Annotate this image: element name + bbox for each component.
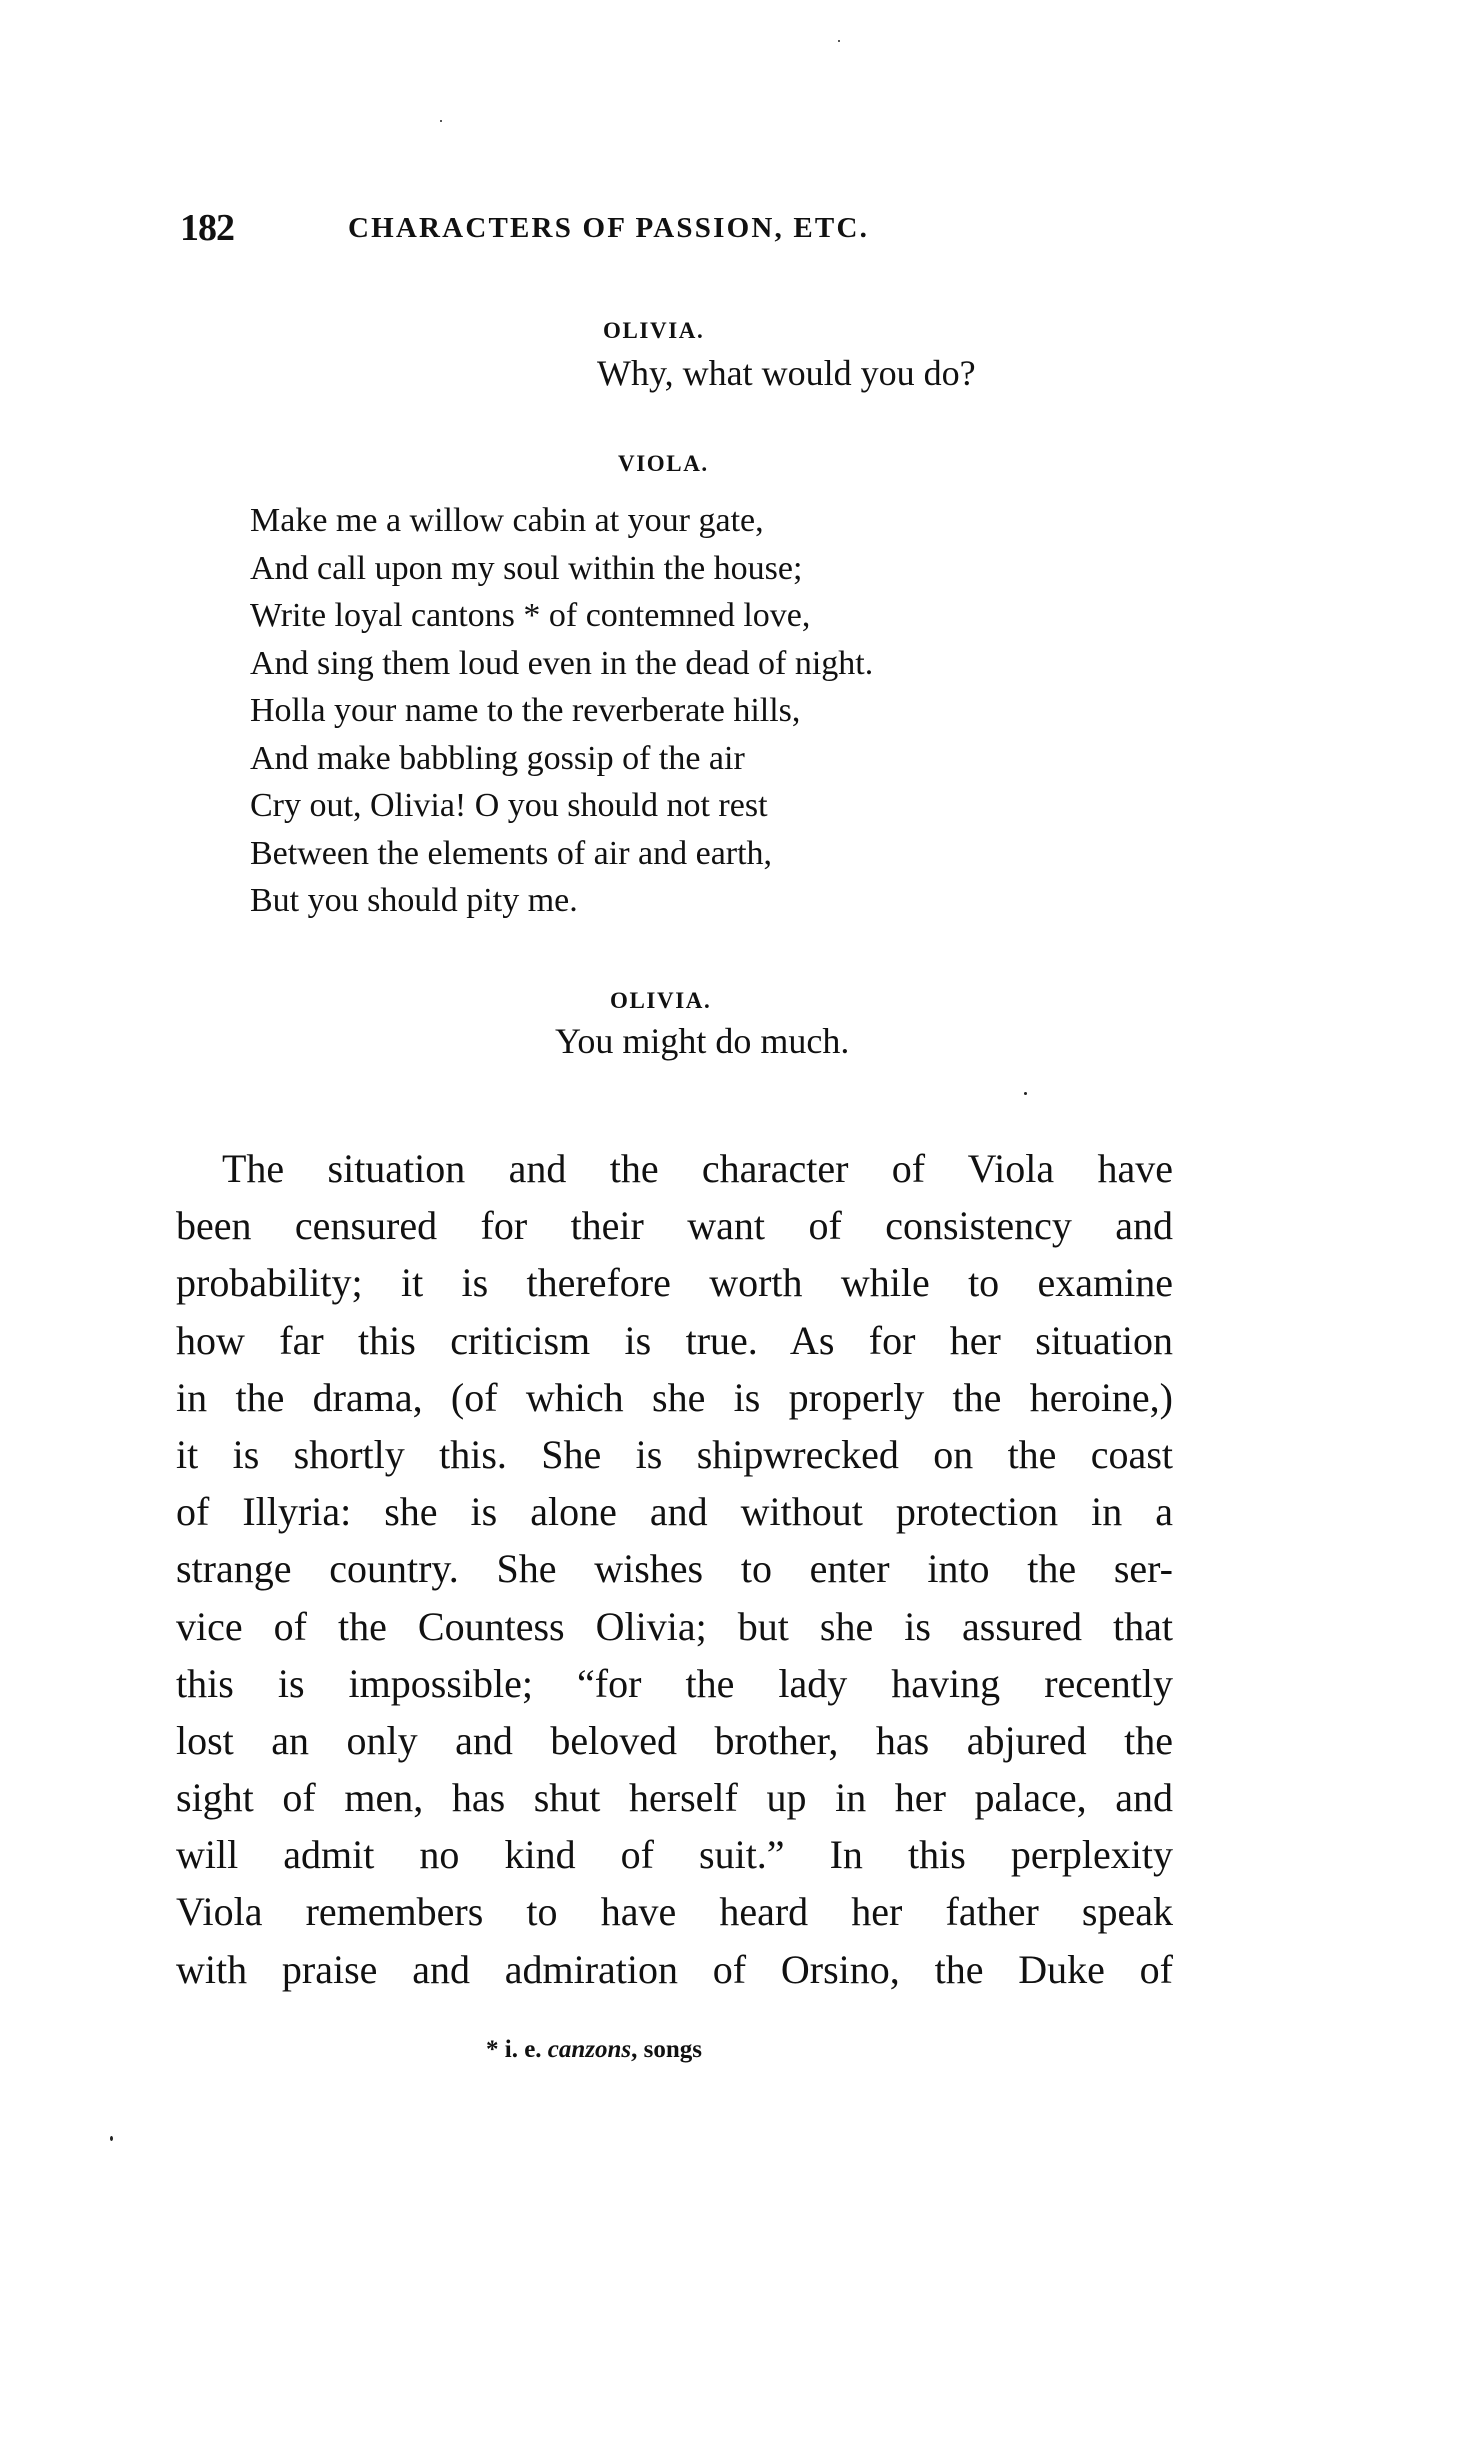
- prose-line: sight of men, has shut herself up in her palace, and: [176, 1775, 1173, 1821]
- prose-line: Viola remembers to have heard her father speak: [176, 1889, 1173, 1935]
- prose-line: this is impossible; “for the lady having recently: [176, 1660, 1173, 1706]
- verse-line: Cry out, Olivia! O you should not rest: [250, 787, 768, 824]
- prose-line: will admit no kind of suit.” In this perplexity: [176, 1832, 1173, 1878]
- prose-paragraph: [176, 1140, 1173, 1998]
- verse-line: And sing them loud even in the dead of night.: [250, 644, 874, 682]
- prose-line: in the drama, (of which she is properly the heroine,): [176, 1374, 1173, 1420]
- verse-line: But you should pity me.: [250, 882, 578, 919]
- footnote-prefix: i. e.: [504, 2036, 542, 2063]
- verse-line: Write loyal cantons * of contemned love,: [250, 597, 811, 634]
- running-head-title: CHARACTERS OF PASSION, ETC.: [348, 212, 870, 244]
- prose-line: been censured for their want of consistency and: [176, 1203, 1173, 1249]
- speaker-label: VIOLA.: [618, 451, 709, 476]
- verse-line: Holla your name to the reverberate hills,: [250, 692, 801, 729]
- page-number: 182: [180, 207, 234, 249]
- verse-line: Make me a willow cabin at your gate,: [250, 502, 764, 539]
- speaker-label: OLIVIA.: [610, 988, 712, 1013]
- prose-line: it is shortly this. She is shipwrecked on the coast: [176, 1431, 1173, 1477]
- prose-line: of Illyria: she is alone and without protection in a: [176, 1489, 1173, 1535]
- running-head: [180, 206, 1010, 256]
- verse-block: [250, 497, 873, 925]
- speech-line: Why, what would you do?: [597, 353, 976, 393]
- verse-line: Between the elements of air and earth,: [250, 834, 773, 872]
- prose-line: strange country. She wishes to enter into the ser-: [176, 1546, 1173, 1592]
- footnote: [486, 2036, 702, 2064]
- prose-line: with praise and admiration of Orsino, the Duke of: [176, 1946, 1173, 1992]
- scan-speck: [110, 2136, 113, 2141]
- scan-speck: [1024, 1092, 1027, 1095]
- prose-line: how far this criticism is true. As for her situation: [176, 1317, 1173, 1363]
- prose-line: vice of the Countess Olivia; but she is assured that: [176, 1603, 1173, 1649]
- footnote-marker: *: [486, 2036, 499, 2063]
- scan-speck: [440, 120, 442, 122]
- speech-line: You might do much.: [555, 1021, 850, 1061]
- speaker-label: OLIVIA.: [603, 318, 705, 343]
- footnote-term: canzons: [547, 2036, 632, 2063]
- verse-line: And make babbling gossip of the air: [250, 739, 745, 777]
- prose-line: probability; it is therefore worth while to examine: [176, 1260, 1173, 1306]
- footnote-suffix: , songs: [631, 2036, 703, 2063]
- prose-line: lost an only and beloved brother, has abjured the: [176, 1717, 1173, 1763]
- scan-speck: [838, 40, 840, 42]
- verse-line: And call upon my soul within the house;: [250, 549, 803, 587]
- prose-line: The situation and the character of Viola have: [222, 1146, 1173, 1191]
